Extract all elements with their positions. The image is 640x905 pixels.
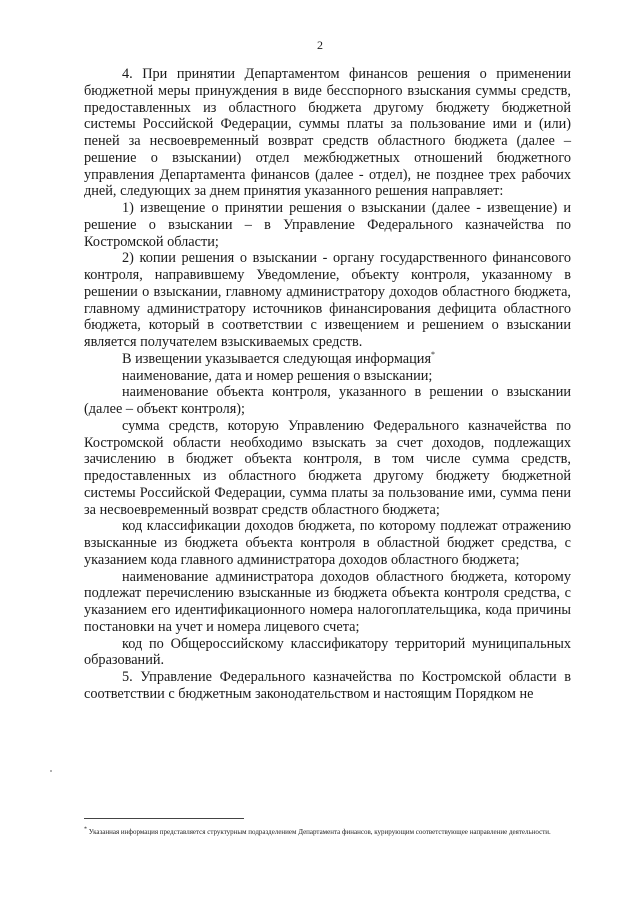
footnote-text: Указанная информация представляется структурным подразделением Департамента финансов, курирующим соответствующее направление деятельности. <box>88 828 551 836</box>
paragraph-4-item-1: 1) извещение о принятии решения о взыскании (далее - извещение) и решение о взыскании – в Управление Федерального казначейства по Костромской области; <box>84 200 571 250</box>
page-number: 2 <box>317 38 323 52</box>
notice-info-intro-text: В извещении указывается следующая информация <box>122 350 432 367</box>
notice-item-income-code: код классификации доходов бюджета, по которому подлежат отражению взысканные из бюджета объекта контроля в областной бюджет средства, с указанием кода главного администратора доходов областного бюджета; <box>84 518 571 568</box>
notice-item-administrator: наименование администратора доходов областного бюджета, которому подлежат перечислению взысканные из бюджета объекта контроля средства, с указанием его идентификационного номера налогоплательщика, кода причины постановки на учет и номера лицевого счета; <box>84 568 571 635</box>
notice-item-control-object: наименование объекта контроля, указанного в решении о взыскании (далее – объект контроля); <box>84 384 571 417</box>
footnote-marker: * <box>84 826 87 833</box>
paragraph-4-item-2: 2) копии решения о взыскании - органу государственного финансового контроля, направившему Уведомление, объекту контроля, указанному в решении о взыскании, главному администратору доходов областного бюджета, главному администратору источников финансирования дефицита областного бюджета, который в соответствии с извещением и решением о взыскании является получателем взыскиваемых средств. <box>84 250 571 350</box>
notice-item-decision: наименование, дата и номер решения о взыскании; <box>122 367 433 384</box>
footnote <box>84 826 574 838</box>
footnote-separator <box>84 818 244 819</box>
document-body <box>84 66 571 703</box>
scan-artifact <box>50 770 52 772</box>
paragraph-4: 4. При принятии Департаментом финансов решения о применении бюджетной меры принуждения в виде бесспорного взыскания суммы средств, предоставленных из областного бюджета другому бюджету бюджетной системы Российской Федерации, суммы платы за пользование ими и (или) пеней за несвоевременный возврат средств областного бюджета (далее – решение о взыскании) отдел межбюджетных отношений бюджетного управления Департамента финансов (далее - отдел), не позднее трех рабочих дней, следующих за днем принятия указанного решения направляет: <box>84 66 571 200</box>
paragraph-5: 5. Управление Федерального казначейства по Костромской области в соответствии с бюджетным законодательством и настоящим Порядком не <box>84 669 571 702</box>
footnote-reference: * <box>431 349 436 359</box>
notice-item-amount: сумма средств, которую Управлению Федерального казначейства по Костромской области необходимо взыскать за счет доходов, подлежащих зачислению в бюджет объекта контроля, в том числе сумма средств, предоставленных из областного бюджета другому бюджету бюджетной системы Российской Федерации, сумма платы за пользование ими, сумма пени за несвоевременный возврат средств областного бюджета; <box>84 417 571 518</box>
notice-item-oktmo: код по Общероссийскому классификатору территорий муниципальных образований. <box>84 635 571 669</box>
notice-info-intro <box>84 351 571 368</box>
